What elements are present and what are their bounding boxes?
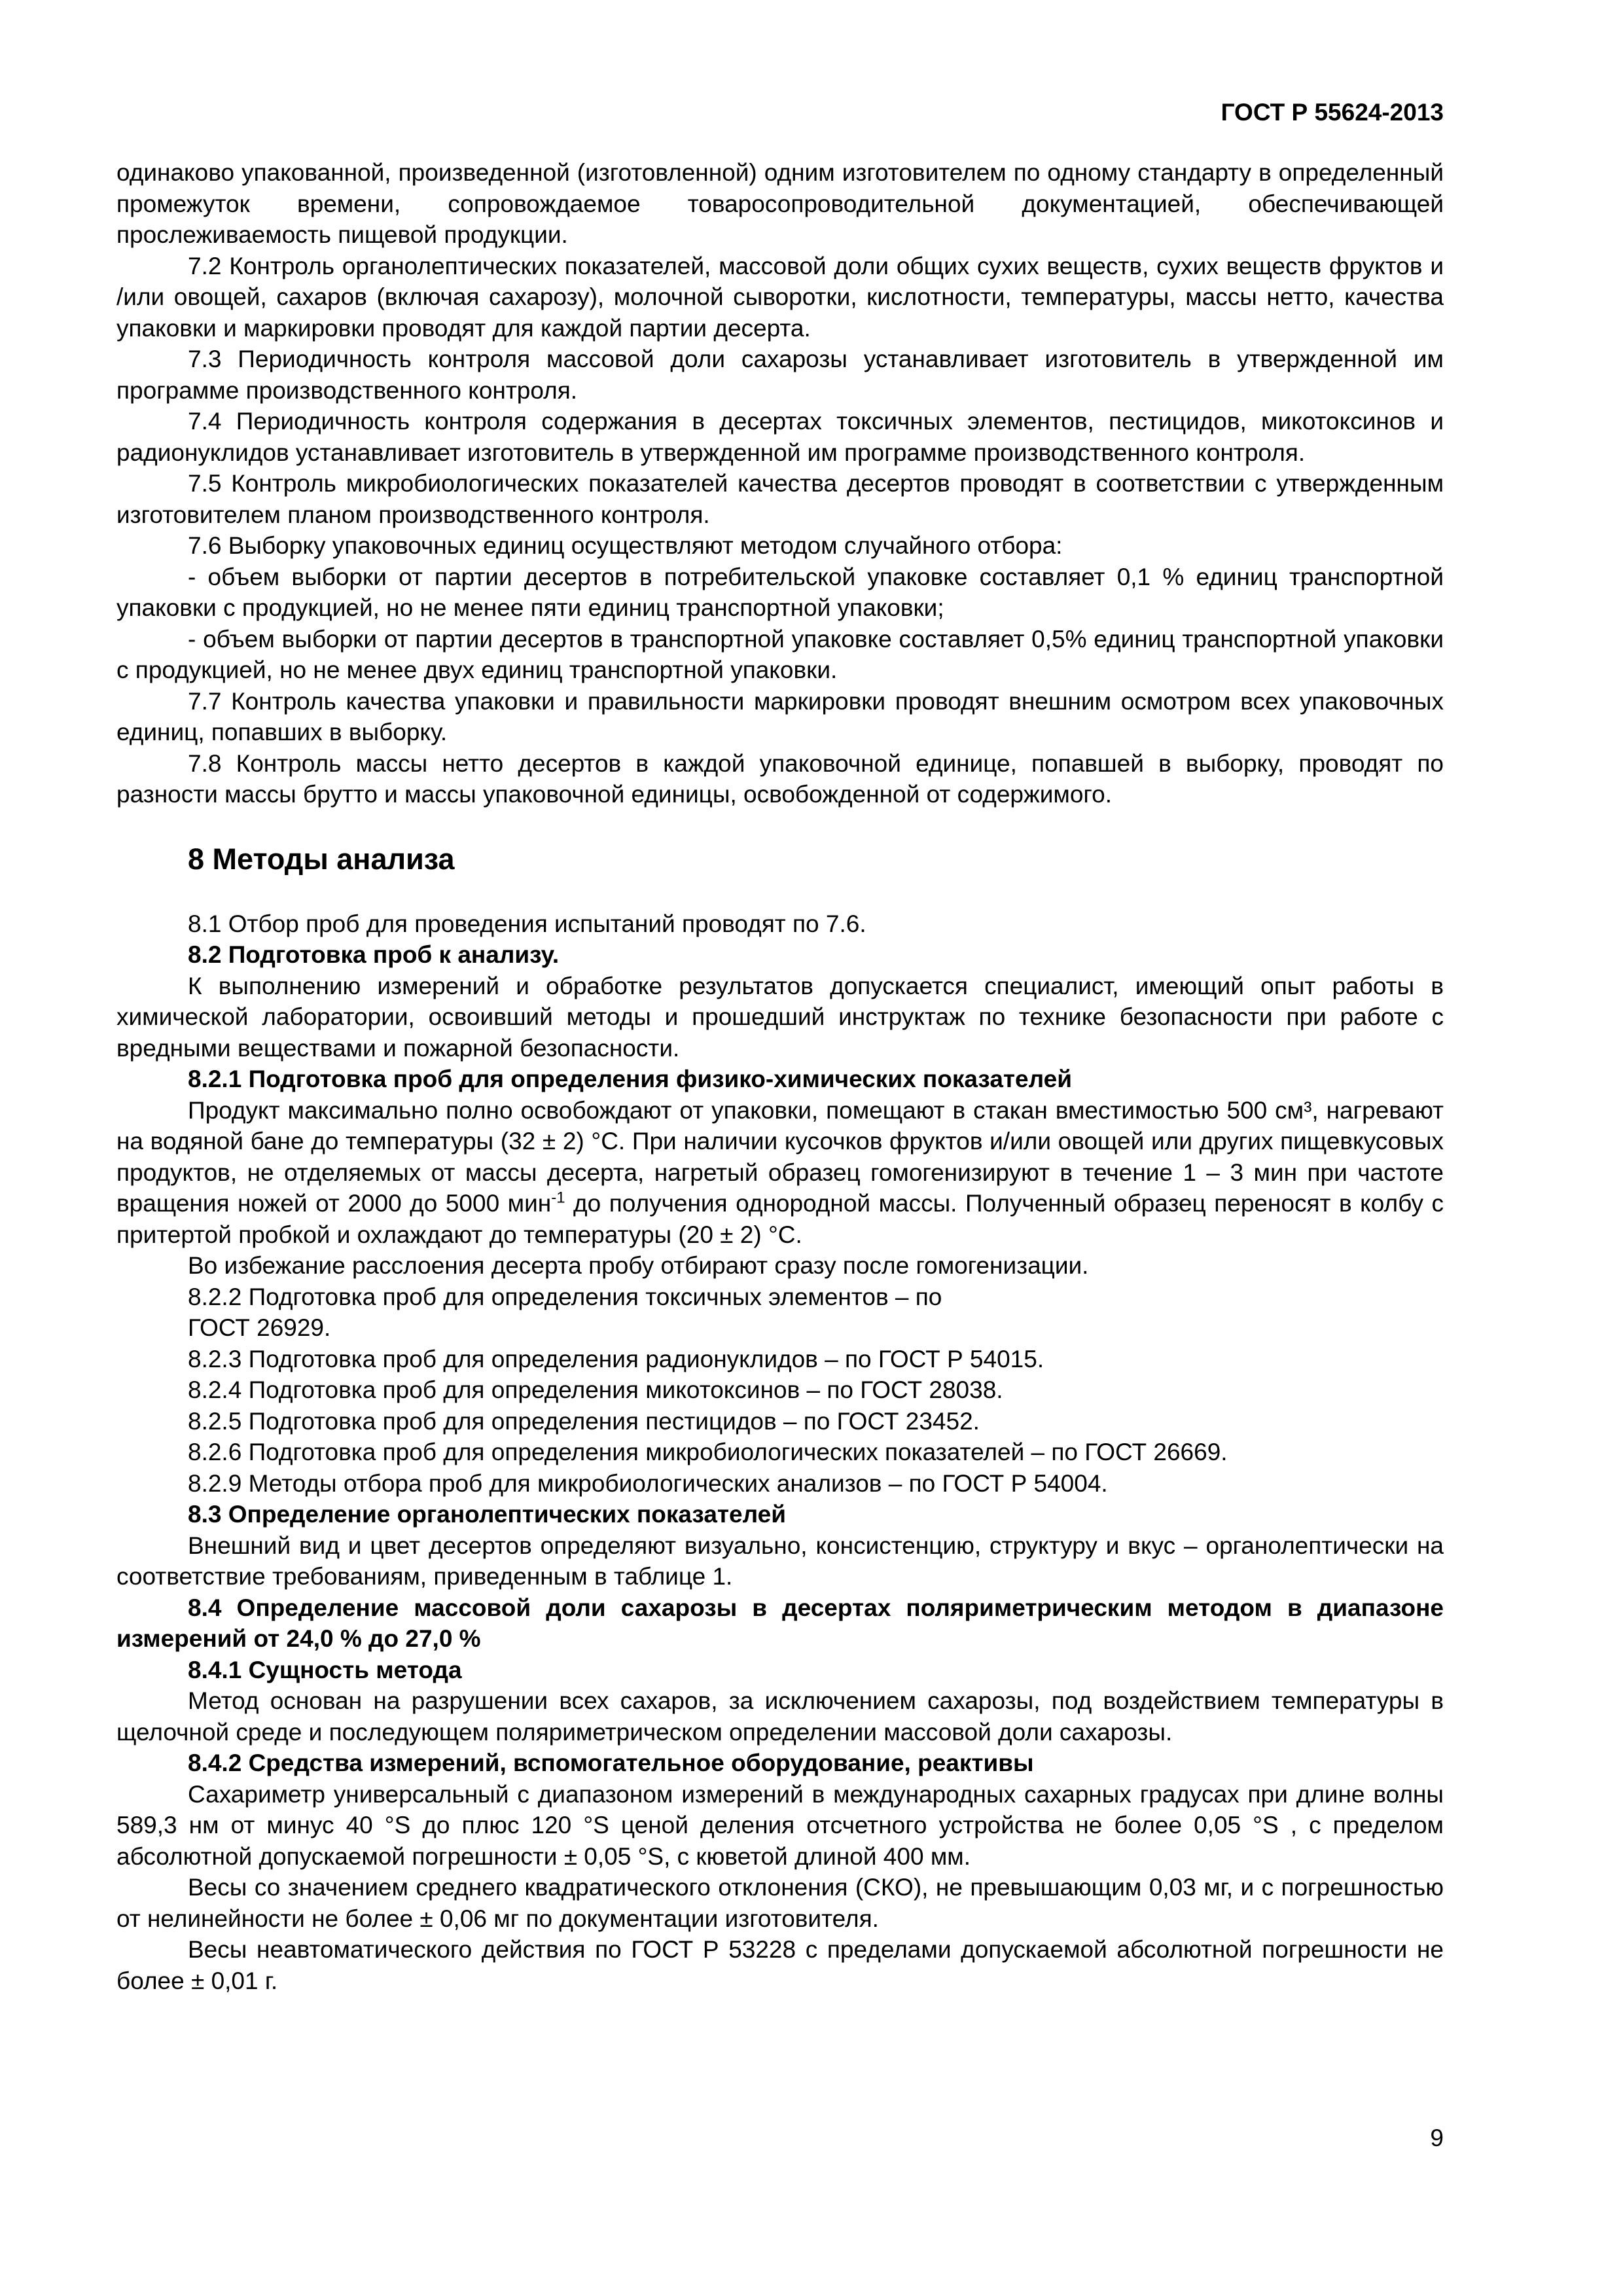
paragraph-8-2-3: 8.2.3 Подготовка проб для определения радионуклидов – по ГОСТ Р 54015. [188,1345,1044,1372]
heading-8-4-1: 8.4.1 Сущность метода [188,1656,462,1683]
document-header [116,98,1444,127]
heading-8-4: 8.4 Определение массовой доли сахарозы в десертах поляриметрическим методом в диапазоне измерений от 24,0 % до 27,0 % [116,1594,1444,1652]
paragraph-8-4-2-saccharimeter: Сахариметр универсальный с диапазоном измерений в международных сахарных градусах при длине волны 589,3 нм от минус 40 °S до плюс 120 °S ценой деления отсчетного устройства не более 0,05 °S , с пределом абсолютной допускаемой погрешности ± 0,05 °S, с кюветой длиной 400 мм. [116,1780,1444,1870]
paragraph-7-8: 7.8 Контроль массы нетто десертов в каждой упаковочной единице, попавшей в выборку, проводят по разности массы брутто и массы упаковочной единицы, освобожденной от содержимого. [116,749,1444,808]
section-title: 8 Методы анализа [188,842,455,876]
paragraph-7-5: 7.5 Контроль микробиологических показателей качества десертов проводят в соответствии с утвержденным изготовителем планом производственного контроля. [116,470,1444,528]
paragraph-8-2-1 [116,1095,1444,1251]
standard-number: ГОСТ Р 55624-2013 [1221,99,1444,126]
paragraph-7-7: 7.7 Контроль качества упаковки и правильности маркировки проводят внешним осмотром всех упаковочных единиц, попавших в выборку. [116,687,1444,745]
paragraph-7-3: 7.3 Периодичность контроля массовой доли сахарозы устанавливает изготовитель в утвержденной им программе производственного контроля. [116,346,1444,404]
paragraph-7-2: 7.2 Контроль органолептических показателей, массовой доли общих сухих веществ, сухих веществ фруктов и /или овощей, сахаров (включая сахарозу), молочной сыворотки, кислотности, температуры, массы нетто, качества упаковки и маркировки проводят для каждой партии десерта. [116,252,1444,342]
paragraph-8-2-1-note: Во избежание расслоения десерта пробу отбирают сразу после гомогенизации. [188,1252,1089,1279]
paragraph-7-6-item-a: - объем выборки от партии десертов в потребительской упаковке составляет 0,1 % единиц транспортной упаковки с продукцией, но не менее пяти единиц транспортной упаковки; [116,563,1444,621]
paragraph-8-2-1-part-b: до получения однородной массы. Полученный образец переносят в колбу с притертой пробкой и охлаждают до температуры (20 ± 2) °С. [116,1190,1444,1248]
heading-8-3: 8.3 Определение органолептических показателей [188,1501,786,1528]
paragraph-8-3: Внешний вид и цвет десертов определяют визуально, консистенцию, структуру и вкус – органолептически на соответствие требованиям, приведенным в таблице 1. [116,1532,1444,1590]
heading-8-2-1: 8.2.1 Подготовка проб для определения физико-химических показателей [188,1066,1072,1092]
paragraph-8-2-2-reference: ГОСТ 26929. [188,1314,331,1341]
paragraph-8-2-5: 8.2.5 Подготовка проб для определения пестицидов – по ГОСТ 23452. [188,1407,980,1435]
paragraph-7-6-item-b: - объем выборки от партии десертов в транспортной упаковке составляет 0,5% единиц транспортной упаковки с продукцией, но не менее двух единиц транспортной упаковки. [116,625,1444,683]
page-number: 9 [1430,2125,1444,2151]
paragraph-continuation: одинаково упакованной, произведенной (изготовленной) одним изготовителем по одному стандарту в определенный промежуток времени, сопровождаемое товаросопроводительной документацией, обеспечивающей прослеживаемость пищевой продукции. [116,159,1444,248]
paragraph-8-4-2-scales: Весы со значением среднего квадратического отклонения (СКО), не превышающим 0,03 мг, и с погрешностью от нелинейности не более ± 0,06 мг по документации изготовителя. [116,1874,1444,1932]
heading-8-2: 8.2 Подготовка проб к анализу. [188,941,560,968]
paragraph-8-4-1: Метод основан на разрушении всех сахаров, за исключением сахарозы, под воздействием температуры в щелочной среде и последующем поляриметрическом определении массовой доли сахарозы. [116,1687,1444,1746]
paragraph-8-2-2: 8.2.2 Подготовка проб для определения токсичных элементов – по [188,1283,942,1310]
paragraph-8-1: 8.1 Отбор проб для проведения испытаний проводят по 7.6. [188,910,866,937]
heading-8-4-2: 8.4.2 Средства измерений, вспомогательное оборудование, реактивы [188,1749,1034,1776]
paragraph-7-6: 7.6 Выборку упаковочных единиц осуществляют методом случайного отбора: [188,532,1063,559]
paragraph-8-4-2-scales-nonauto: Весы неавтоматического действия по ГОСТ Р 53228 с пределами допускаемой абсолютной погрешности не более ± 0,01 г. [116,1936,1444,1994]
paragraph-8-2-4: 8.2.4 Подготовка проб для определения микотоксинов – по ГОСТ 28038. [188,1376,1003,1403]
paragraph-8-2: К выполнению измерений и обработке результатов допускается специалист, имеющий опыт работы в химической лаборатории, освоивший методы и прошедший инструктаж по технике безопасности при работе с вредными веществами и пожарной безопасности. [116,972,1444,1062]
paragraph-7-4: 7.4 Периодичность контроля содержания в десертах токсичных элементов, пестицидов, микотоксинов и радионуклидов устанавливает изготовитель в утвержденной им программе производственного контроля. [116,408,1444,466]
paragraph-8-2-1-part-a: Продукт максимально полно освобождают от упаковки, помещают в стакан вместимостью 500 см³, нагревают на водяной бане до температуры (32 ± 2) °С. При наличии кусочков фруктов и/или овощей или других пищевкусовых продуктов, не отделяемых от массы десерта, нагретый образец гомогенизируют в течение 1 – 3 мин при частоте вращения ножей от 2000 до 5000 мин [116,1096,1444,1217]
paragraph-8-2-9: 8.2.9 Методы отбора проб для микробиологических анализов – по ГОСТ Р 54004. [188,1469,1108,1497]
paragraph-8-2-6: 8.2.6 Подготовка проб для определения микробиологических показателей – по ГОСТ 26669. [188,1439,1228,1465]
document-body [116,157,1444,1996]
exponent-minus-one: -1 [551,1189,565,1207]
